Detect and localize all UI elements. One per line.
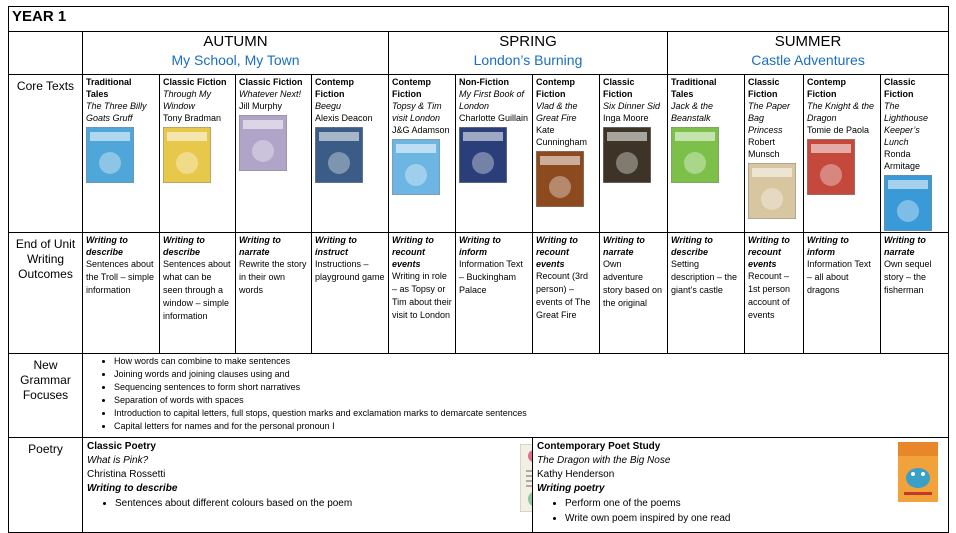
outcome-description: Own sequel story – the fisherman	[884, 259, 932, 295]
core-text-cell	[600, 75, 668, 233]
poetry-contemporary	[533, 438, 949, 533]
book-title: The Paper Bag Princess	[748, 101, 791, 135]
book-genre: Contemp Fiction	[392, 77, 431, 99]
book-cover-image	[239, 115, 287, 171]
writing-outcome-cell	[804, 233, 881, 354]
poetry-book-cover-image	[898, 442, 938, 502]
outcome-purpose: Writing to instruct	[315, 235, 357, 257]
row-label-grammar: New Grammar Focuses	[9, 354, 83, 438]
outcome-description: Rewrite the story in their own words	[239, 259, 307, 295]
season-name: SPRING	[499, 33, 557, 50]
poetry-activities	[537, 496, 944, 526]
poetry-classic	[83, 438, 533, 533]
core-text-cell	[160, 75, 236, 233]
outcome-description: Recount – 1st person account of events	[748, 271, 791, 320]
season-theme: London’s Burning	[473, 52, 583, 68]
core-text-cell	[389, 75, 456, 233]
outcome-purpose: Writing to recount events	[536, 235, 578, 269]
book-cover-image	[86, 127, 134, 183]
book-cover-image	[536, 151, 584, 207]
writing-outcome-cell	[312, 233, 389, 354]
poetry-activities	[87, 496, 528, 511]
outcome-description: Information Text – all about dragons	[807, 259, 871, 295]
writing-outcome-cell	[600, 233, 668, 354]
book-title: The Knight & the Dragon	[807, 101, 875, 123]
book-genre: Traditional Tales	[671, 77, 717, 99]
book-genre: Traditional Tales	[86, 77, 132, 99]
outcome-description: Writing in role – as Topsy or Tim about their visit to London	[392, 271, 452, 320]
book-author: Tony Bradman	[163, 113, 222, 123]
book-cover-image	[315, 127, 363, 183]
poet-name: Christina Rossetti	[87, 469, 166, 480]
book-author: J&G Adamson	[392, 125, 450, 135]
core-text-cell	[83, 75, 160, 233]
book-cover-image	[459, 127, 507, 183]
writing-outcome-cell	[533, 233, 600, 354]
writing-purpose: Writing poetry	[537, 483, 605, 494]
book-author: Alexis Deacon	[315, 113, 373, 123]
season-autumn	[83, 32, 389, 75]
book-author: Charlotte Guillain	[459, 113, 529, 123]
outcome-description: Sentences about what can be seen through a window – simple information	[163, 259, 231, 321]
poet-name: Kathy Henderson	[537, 469, 615, 480]
outcome-description: Recount (3rd person) – events of The Great Fire	[536, 271, 591, 320]
row-label-outcomes: End of Unit Writing Outcomes	[9, 233, 83, 354]
outcome-description: Instructions – playground game	[315, 259, 385, 282]
book-genre: Classic Fiction	[748, 77, 780, 99]
book-title: Topsy & Tim visit London	[392, 101, 442, 123]
outcome-purpose: Writing to recount events	[748, 235, 790, 269]
book-title: My First Book of London	[459, 89, 525, 111]
book-author: Jill Murphy	[239, 101, 283, 111]
core-text-cell	[668, 75, 745, 233]
poetry-activity: • Perform one of the poems	[565, 496, 944, 511]
book-cover-image	[603, 127, 651, 183]
book-title: Whatever Next!	[239, 89, 302, 99]
book-cover-image	[671, 127, 719, 183]
season-name: SUMMER	[774, 33, 842, 50]
book-genre: Contemp Fiction	[807, 77, 846, 99]
book-genre: Classic Fiction	[884, 77, 916, 99]
writing-outcome-cell	[668, 233, 745, 354]
book-genre: Non-Fiction	[459, 77, 509, 87]
book-title: Vlad & the Great Fire	[536, 101, 578, 123]
outcome-purpose: Writing to inform	[459, 235, 501, 257]
corner-cell	[9, 32, 83, 75]
year-title: YEAR 1	[9, 7, 949, 32]
outcome-description: Own adventure story based on the original	[603, 259, 663, 308]
poem-title: What is Pink?	[87, 455, 149, 466]
core-text-cell	[312, 75, 389, 233]
poetry-heading: Classic Poetry	[87, 441, 156, 452]
writing-outcome-cell	[745, 233, 804, 354]
outcome-purpose: Writing to narrate	[884, 235, 926, 257]
outcome-purpose: Writing to describe	[163, 235, 205, 257]
writing-outcome-cell	[160, 233, 236, 354]
core-text-cell	[236, 75, 312, 233]
grammar-item: • Capital letters for names and for the personal pronoun I	[114, 420, 945, 433]
core-text-cell	[533, 75, 600, 233]
book-genre: Classic Fiction	[603, 77, 635, 99]
row-label-poetry: Poetry	[9, 438, 83, 533]
season-theme: Castle Adventures	[751, 52, 865, 68]
outcome-purpose: Writing to narrate	[239, 235, 281, 257]
grammar-list	[86, 355, 945, 433]
book-author: Robert Munsch	[748, 137, 780, 159]
book-genre: Contemp Fiction	[315, 77, 354, 99]
grammar-item: • Joining words and joining clauses using and	[114, 368, 945, 381]
book-author: Ronda Armitage	[884, 149, 921, 171]
poetry-activity: • Sentences about different colours based on the poem	[115, 496, 528, 511]
writing-outcome-cell	[456, 233, 533, 354]
book-cover-image	[163, 127, 211, 183]
season-summer	[668, 32, 949, 75]
poem-title: The Dragon with the Big Nose	[537, 455, 671, 466]
writing-purpose: Writing to describe	[87, 483, 178, 494]
outcome-description: Setting description – the giant’s castle	[671, 259, 738, 295]
book-author: Tomie de Paola	[807, 125, 870, 135]
book-cover-image	[807, 139, 855, 195]
book-author: Inga Moore	[603, 113, 649, 123]
outcome-purpose: Writing to recount events	[392, 235, 434, 269]
outcome-description: Information Text – Buckingham Palace	[459, 259, 523, 295]
book-title: Six Dinner Sid	[603, 101, 661, 111]
outcome-purpose: Writing to describe	[671, 235, 713, 257]
outcome-purpose: Writing to narrate	[603, 235, 645, 257]
outcome-purpose: Writing to describe	[86, 235, 128, 257]
core-text-cell	[456, 75, 533, 233]
grammar-cell	[83, 354, 949, 438]
curriculum-table	[8, 6, 949, 533]
book-genre: Contemp Fiction	[536, 77, 575, 99]
book-cover-image	[748, 163, 796, 219]
book-cover-image	[392, 139, 440, 195]
grammar-item: • Sequencing sentences to form short narratives	[114, 381, 945, 394]
grammar-item: • Introduction to capital letters, full stops, question marks and exclamation marks to demarcate sentences	[114, 407, 945, 420]
season-spring	[389, 32, 668, 75]
season-theme: My School, My Town	[171, 52, 300, 68]
poetry-heading: Contemporary Poet Study	[537, 441, 661, 452]
core-text-cell	[745, 75, 804, 233]
book-title: Jack & the Beanstalk	[671, 101, 714, 123]
outcome-purpose: Writing to inform	[807, 235, 849, 257]
core-text-cell	[804, 75, 881, 233]
book-genre: Classic Fiction	[163, 77, 227, 87]
writing-outcome-cell	[389, 233, 456, 354]
book-cover-image	[884, 175, 932, 231]
writing-outcome-cell	[236, 233, 312, 354]
writing-outcome-cell	[83, 233, 160, 354]
book-author: Kate Cunningham	[536, 125, 588, 147]
grammar-item: • How words can combine to make sentences	[114, 355, 945, 368]
poem-illustration-image	[520, 444, 533, 512]
book-title: Through My Window	[163, 89, 212, 111]
row-label-core-texts: Core Texts	[9, 75, 83, 233]
book-title: The Lighthouse Keeper’s Lunch	[884, 101, 929, 147]
core-text-cell	[881, 75, 949, 233]
outcome-description: Sentences about the Troll – simple information	[86, 259, 155, 295]
season-name: AUTUMN	[203, 33, 268, 50]
book-title: Beegu	[315, 101, 342, 111]
writing-outcome-cell	[881, 233, 949, 354]
poetry-activity: • Write own poem inspired by one read	[565, 511, 944, 526]
book-title: The Three Billy Goats Gruff	[86, 101, 147, 123]
book-genre: Classic Fiction	[239, 77, 303, 87]
grammar-item: • Separation of words with spaces	[114, 394, 945, 407]
